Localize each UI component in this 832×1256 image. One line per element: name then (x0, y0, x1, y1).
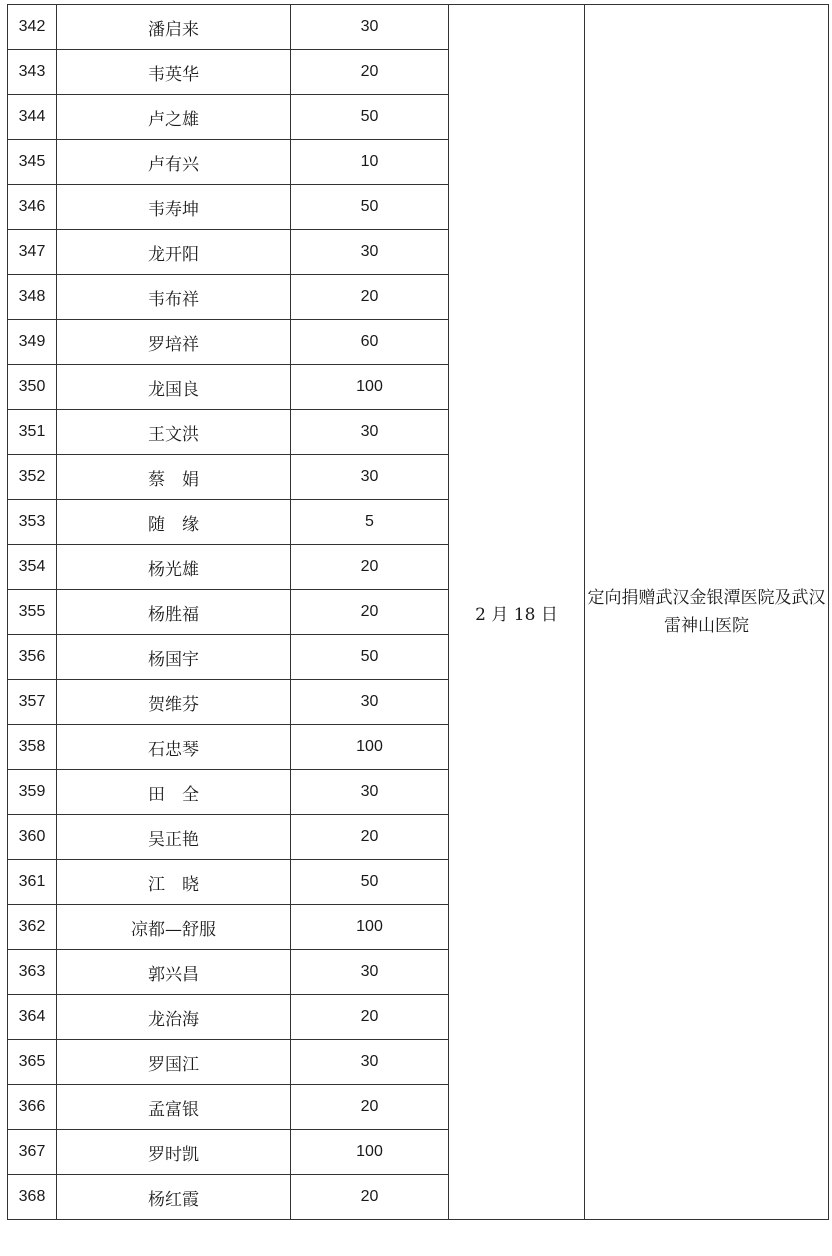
table-body (8, 5, 829, 1220)
donation-amount: 30 (291, 5, 449, 50)
donor-name: 罗时凯 (57, 1130, 291, 1175)
row-number: 368 (8, 1175, 57, 1220)
donor-name: 杨胜福 (57, 590, 291, 635)
donation-amount: 100 (291, 725, 449, 770)
donation-amount: 20 (291, 815, 449, 860)
donor-name: 龙开阳 (57, 230, 291, 275)
row-number: 353 (8, 500, 57, 545)
donor-name: 龙国良 (57, 365, 291, 410)
donor-name: 贺维芬 (57, 680, 291, 725)
table-row (8, 5, 829, 50)
row-number: 357 (8, 680, 57, 725)
row-number: 351 (8, 410, 57, 455)
donation-amount: 60 (291, 320, 449, 365)
donation-amount: 20 (291, 1085, 449, 1130)
row-number: 342 (8, 5, 57, 50)
row-number: 354 (8, 545, 57, 590)
donation-amount: 50 (291, 635, 449, 680)
donor-name: 随 缘 (57, 500, 291, 545)
donor-name: 韦布祥 (57, 275, 291, 320)
donation-amount: 30 (291, 950, 449, 995)
donation-amount: 30 (291, 410, 449, 455)
row-number: 358 (8, 725, 57, 770)
row-number: 367 (8, 1130, 57, 1175)
donation-amount: 30 (291, 230, 449, 275)
donor-name: 韦寿坤 (57, 185, 291, 230)
donation-amount: 50 (291, 185, 449, 230)
donation-amount: 30 (291, 455, 449, 500)
donor-name: 杨红霞 (57, 1175, 291, 1220)
row-number: 346 (8, 185, 57, 230)
donor-name: 凉都—舒服 (57, 905, 291, 950)
row-number: 355 (8, 590, 57, 635)
donation-amount: 20 (291, 1175, 449, 1220)
donation-amount: 20 (291, 590, 449, 635)
donation-amount: 100 (291, 905, 449, 950)
row-number: 348 (8, 275, 57, 320)
row-number: 343 (8, 50, 57, 95)
donation-amount: 20 (291, 275, 449, 320)
donor-name: 江 晓 (57, 860, 291, 905)
row-number: 359 (8, 770, 57, 815)
donation-amount: 100 (291, 365, 449, 410)
donor-name: 卢有兴 (57, 140, 291, 185)
donor-name: 罗国江 (57, 1040, 291, 1085)
donation-amount: 30 (291, 1040, 449, 1085)
row-number: 360 (8, 815, 57, 860)
donor-name: 罗培祥 (57, 320, 291, 365)
row-number: 361 (8, 860, 57, 905)
row-number: 345 (8, 140, 57, 185)
row-number: 366 (8, 1085, 57, 1130)
donor-name: 蔡 娟 (57, 455, 291, 500)
donor-name: 郭兴昌 (57, 950, 291, 995)
donor-name: 田 全 (57, 770, 291, 815)
donor-name: 孟富银 (57, 1085, 291, 1130)
donation-amount: 50 (291, 860, 449, 905)
donation-amount: 100 (291, 1130, 449, 1175)
row-number: 349 (8, 320, 57, 365)
donor-name: 王文洪 (57, 410, 291, 455)
row-number: 352 (8, 455, 57, 500)
donor-name: 卢之雄 (57, 95, 291, 140)
donor-name: 韦英华 (57, 50, 291, 95)
donation-table (7, 4, 829, 1220)
donor-name: 吴正艳 (57, 815, 291, 860)
donation-amount: 10 (291, 140, 449, 185)
donor-name: 石忠琴 (57, 725, 291, 770)
row-number: 350 (8, 365, 57, 410)
row-number: 344 (8, 95, 57, 140)
donation-note: 定向捐赠武汉金银潭医院及武汉雷神山医院 (585, 5, 829, 1220)
row-number: 347 (8, 230, 57, 275)
donation-amount: 20 (291, 50, 449, 95)
donation-date: 2 月 18 日 (449, 5, 585, 1220)
donor-name: 杨光雄 (57, 545, 291, 590)
row-number: 364 (8, 995, 57, 1040)
row-number: 363 (8, 950, 57, 995)
donor-name: 杨国宇 (57, 635, 291, 680)
donation-amount: 50 (291, 95, 449, 140)
donation-amount: 20 (291, 545, 449, 590)
row-number: 365 (8, 1040, 57, 1085)
donation-amount: 30 (291, 770, 449, 815)
donation-amount: 5 (291, 500, 449, 545)
row-number: 362 (8, 905, 57, 950)
donor-name: 潘启来 (57, 5, 291, 50)
donation-amount: 20 (291, 995, 449, 1040)
donor-name: 龙治海 (57, 995, 291, 1040)
row-number: 356 (8, 635, 57, 680)
donation-amount: 30 (291, 680, 449, 725)
